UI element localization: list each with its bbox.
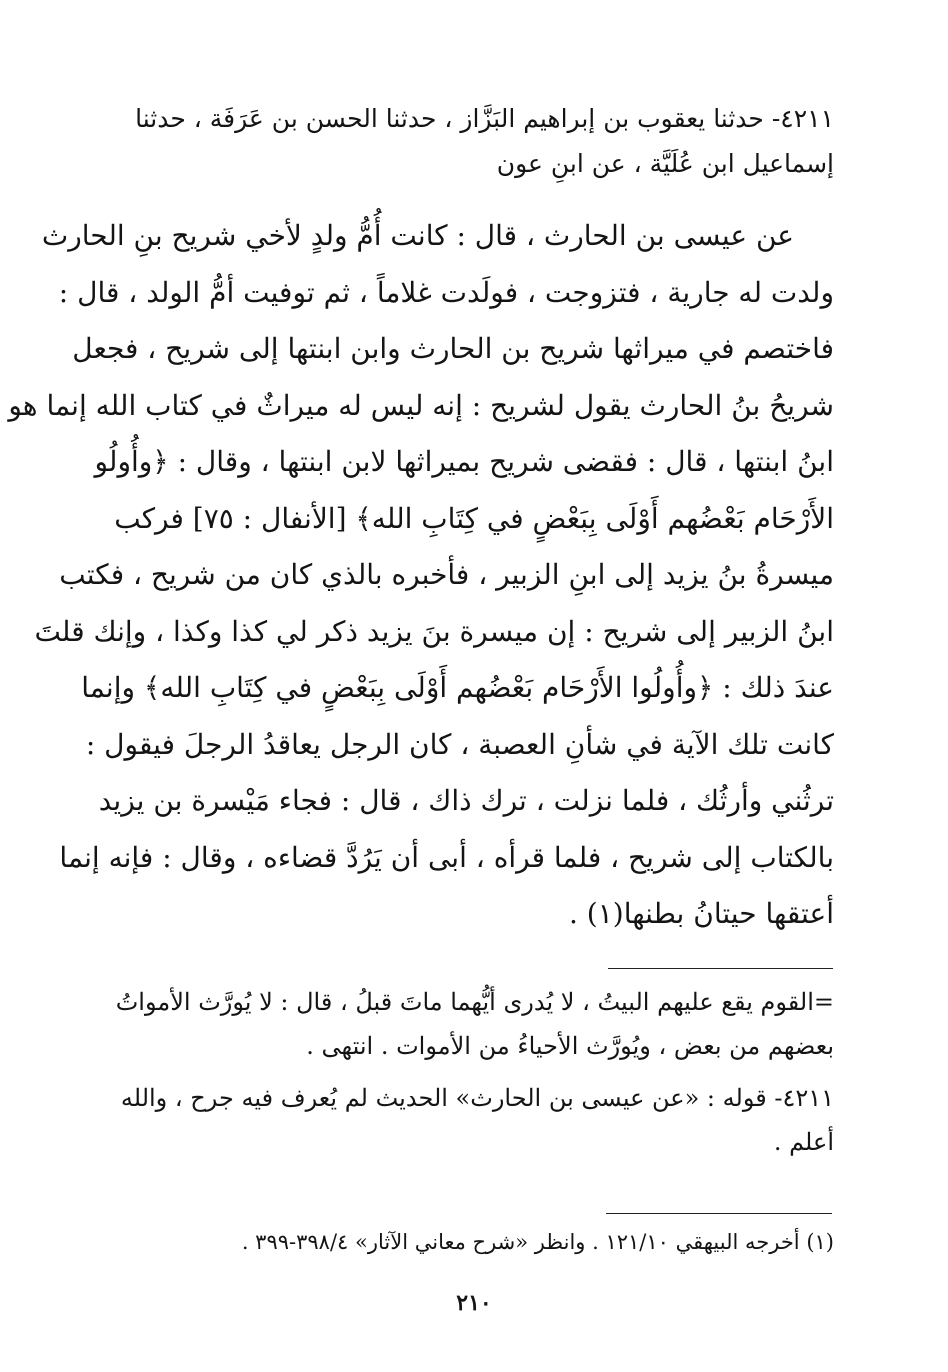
matn-line: الأَرْحَام بَعْضُهم أَوْلَى بِبَعْضٍ في كِتَابِ الله﴾ [الأنفال : ٧٥] فركب bbox=[114, 501, 834, 535]
matn-line: بالكتاب إلى شريح ، فلما قرأه ، أبى أن يَرُدَّ قضاءه ، وقال : فإنه إنما bbox=[59, 840, 834, 874]
note-line: بعضهم من بعض ، ويُورَّث الأحياءُ من الأموات . انتهى . bbox=[306, 1032, 834, 1060]
footnote-line: (١) أخرجه البيهقي ١٢١/١٠ . وانظر «شرح معاني الآثار» ٣٩٨/٤-٣٩٩ . bbox=[241, 1230, 834, 1254]
note-line: =القوم يقع عليهم البيتُ ، لا يُدرى أيُّهما ماتَ قبلُ ، قال : لا يُورَّث الأمواتُ bbox=[115, 988, 834, 1016]
matn-line: كانت تلك الآية في شأنِ العصبة ، كان الرجل يعاقدُ الرجلَ فيقول : bbox=[85, 727, 834, 761]
footnote-divider bbox=[606, 1213, 832, 1214]
matn-line: ابنُ ابنتها ، قال : فقضى شريح بميراثها لابن ابنتها ، وقال : ﴿وأُولُو bbox=[94, 445, 834, 478]
hadith-matn bbox=[8, 208, 834, 943]
isnad-line: إسماعيل ابن عُلَيَّة ، عن ابنِ عون bbox=[496, 149, 834, 178]
hadith-isnad bbox=[120, 96, 834, 186]
note-line: أعلم . bbox=[773, 1128, 834, 1156]
matn-line: عن عيسى بن الحارث ، قال : كانت أُمُّ ولدٍ لأخي شريح بنِ الحارث bbox=[41, 219, 794, 252]
matn-line: فاختصم في ميراثها شريح بن الحارث وابن ابنتها إلى شريح ، فجعل bbox=[72, 332, 834, 365]
matn-line: شريحُ بنُ الحارث يقول لشريح : إنه ليس له ميراثٌ في كتاب الله إنما هو bbox=[8, 388, 834, 422]
footnote bbox=[120, 1222, 834, 1262]
matn-line: عندَ ذلك : ﴿وأُولُوا الأَرْحَام بَعْضُهم أَوْلَى بِبَعْضٍ في كِتَابِ الله﴾ وإنما bbox=[81, 671, 834, 704]
notes-divider bbox=[608, 968, 833, 969]
matn-line: ميسرةُ بنُ يزيد إلى ابنِ الزبير ، فأخبره بالذي كان من شريح ، فكتب bbox=[59, 558, 834, 591]
commentary-notes bbox=[115, 980, 834, 1164]
matn-line: ولدت له جارية ، فتزوجت ، فولَدت غلاماً ، ثم توفيت أمُّ الولد ، قال : bbox=[58, 275, 834, 309]
matn-line: أعتقها حيتانُ بطنها(١) . bbox=[569, 897, 834, 930]
note-line: ٤٢١١- قوله : «عن عيسى بن الحارث» الحديث لم يُعرف فيه جرح ، والله bbox=[120, 1084, 834, 1112]
matn-line: ابنُ الزبير إلى شريح : إن ميسرة بنَ يزيد ذكر لي كذا وكذا ، وإنك قلتَ bbox=[34, 614, 834, 648]
isnad-line: ٤٢١١- حدثنا يعقوب بن إبراهيم البَزَّاز ، حدثنا الحسن بن عَرَفَة ، حدثنا bbox=[135, 104, 834, 133]
page-number: ٢١٠ bbox=[456, 1290, 492, 1316]
matn-line: ترثُني وأرثُك ، فلما نزلت ، ترك ذاك ، قال : فجاء مَيْسرة بن يزيد bbox=[98, 784, 834, 817]
